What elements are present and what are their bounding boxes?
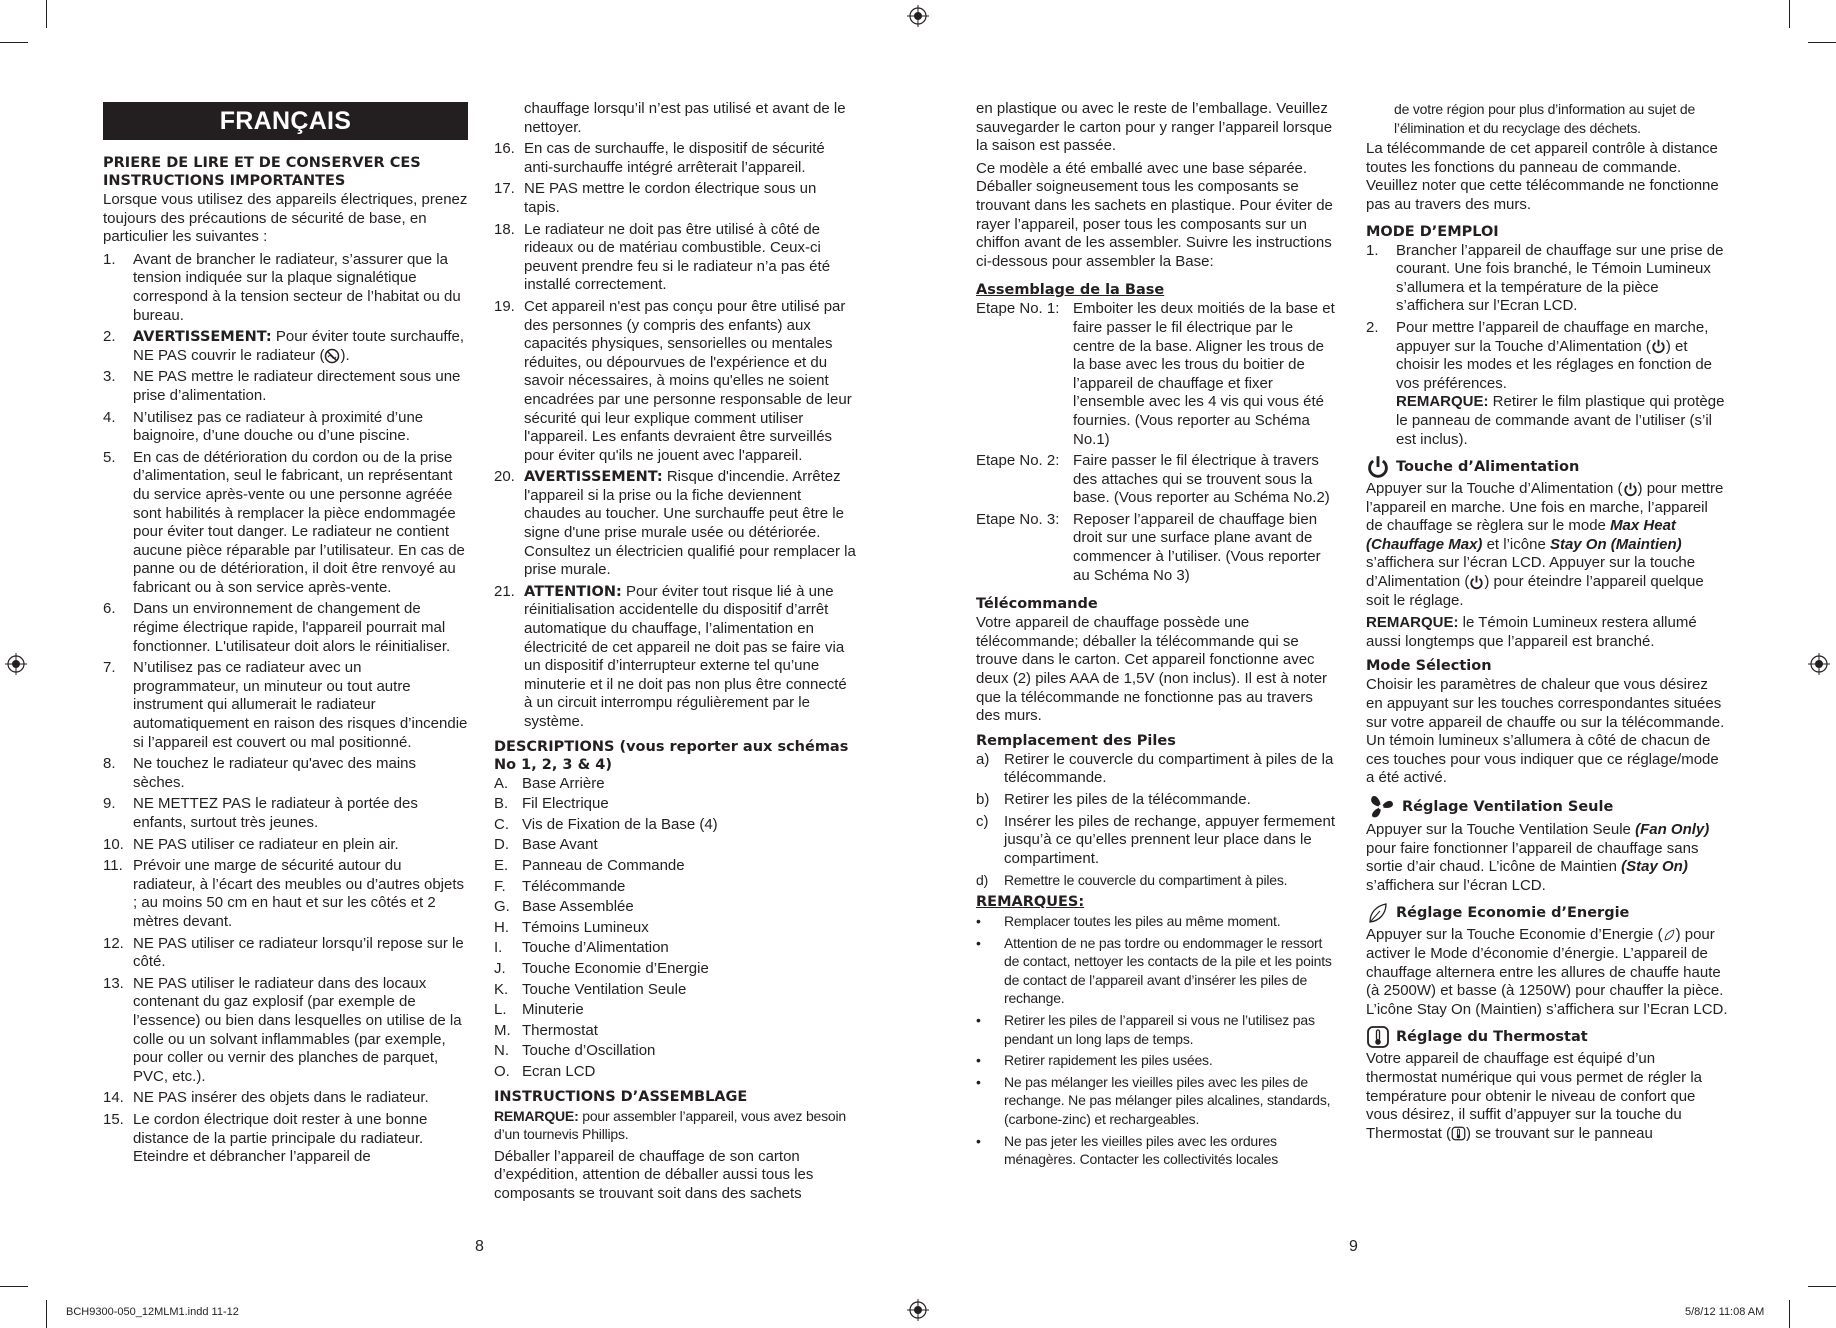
list-item: 11. Prévoir une marge de sécurité autour du radiateur, à l’écart des meubles ou d’autres objets ; au moins 50 cm en haut et sur les côtés et 2 mètres devant. — [103, 857, 465, 930]
list-item: 17. NE PAS mettre le cordon électrique sous un tapis. — [494, 180, 817, 216]
battery-step: b) Retirer les piles de la télécommande. — [976, 791, 1251, 808]
list-item: 7. N’utilisez pas ce radiateur avec un programmateur, un minuteur ou tout autre instrument qui allumerait le radiateur automatiquement en raison des risques d’incendie si l’appareil est couvert ou mal positionné. — [103, 659, 468, 751]
thermostat-heading: Réglage du Thermostat — [1366, 1025, 1728, 1049]
remote-heading: Télécommande — [976, 596, 1098, 613]
footer-file-info: BCH9300-050_12MLM1.indd 11-12 — [66, 1306, 239, 1318]
list-item: 5. En cas de détérioration du cordon ou de la prise d’alimentation, seul le fabricant, un représentant du service après-vente ou une personne agréée sont habilités à remplacer la pièce endommagée pour éviter tout danger. Le radiateur ne contient aucune pièce réparable par l’utilisateur. En cas de panne ou de détérioration, il doit être renvoyé au fabricant ou à son service après-vente. — [103, 448, 465, 596]
registration-mark-icon — [907, 1299, 929, 1321]
registration-mark-icon — [5, 653, 27, 675]
list-item: 1. Brancher l’appareil de chauffage sur une prise de courant. Une fois branché, le Témoin Lumineux s’allumera et la température de la pièce s’affichera sur l’Ecran LCD. — [1366, 241, 1724, 315]
assembly-step: Etape No. 1: Emboiter les deux moitiés de la base et faire passer le fil électrique par le centre de la base. Aligner les trous de la base avec les trous du boitier de l’appareil de chauffage et fixer l’ensemble avec les 4 vis qui vous été fournies. (Vous reporter au Schéma No.1) — [976, 300, 1335, 448]
parts-item: B. Fil Electrique — [494, 795, 609, 813]
unpack-continued: en plastique ou avec le reste de l’emballage. Veuillez sauvegarder le carton pour y ranger l’appareil lorsque la saison est passée. — [976, 100, 1333, 155]
parts-item: N. Touche d’Oscillation — [494, 1042, 656, 1060]
parts-item: K. Touche Ventilation Seule — [494, 980, 687, 998]
descriptions-heading: DESCRIPTIONS (vous reporter aux schémas No 1, 2, 3 & 4) — [494, 738, 849, 773]
fan-only-heading: Réglage Ventilation Seule — [1366, 794, 1728, 820]
notes-heading: REMARQUES: — [976, 893, 1085, 910]
remote-control-paragraph: La télécommande de cet appareil contrôle à distance toutes les fonctions du panneau de commande. Veuillez noter que cette télécommande ne fonctionne pas au travers des murs. — [1366, 140, 1719, 213]
column-1 — [103, 100, 468, 1170]
parts-item: O. Ecran LCD — [494, 1062, 596, 1080]
note-item: • Remplacer toutes les piles au même moment. — [976, 912, 1281, 929]
do-not-cover-icon — [324, 348, 340, 364]
list-item: 3. NE PAS mettre le radiateur directement sous une prise d’alimentation. — [103, 368, 461, 404]
leaf-icon — [1366, 901, 1390, 925]
list-item: 10. NE PAS utiliser ce radiateur en plein air. — [103, 835, 399, 853]
safety-heading: PRIERE DE LIRE ET DE CONSERVER CES INSTRUCTIONS IMPORTANTES — [103, 155, 421, 189]
note-item: • Retirer les piles de l’appareil si vous ne l’utilisez pas pendant un long laps de temps. — [976, 1011, 1315, 1047]
base-assembly-heading: Assemblage de la Base — [976, 282, 1165, 299]
registration-mark-icon — [1808, 653, 1830, 675]
registration-mark-icon — [907, 5, 929, 27]
assembly-heading: INSTRUCTIONS D’ASSEMBLAGE — [494, 1088, 748, 1105]
parts-item: E. Panneau de Commande — [494, 856, 685, 874]
list-item: 1. Avant de brancher le radiateur, s’assurer que la tension indiquée sur la plaque signalétique correspond à la tension secteur de l’habitat ou du bureau. — [103, 250, 461, 324]
parts-item: F. Télécommande — [494, 877, 626, 895]
note-item: • Ne pas jeter les vieilles piles avec les ordures ménagères. Contacter les collectivités locales — [976, 1132, 1279, 1168]
crop-mark — [1808, 1286, 1836, 1287]
list-item: 21. ATTENTION: Pour éviter tout risque lié à une réinitialisation accidentelle du dispositif d’arrêt automatique du chauffage, l’alimentation en électricité de cet appareil ne doit pas se faire via un dispositif d’interrupteur externe tel qu’une minuterie et il ne doit pas non plus être connecté à un circuit interrompu régulièrement par le système. — [494, 582, 847, 730]
crop-mark — [0, 1286, 28, 1287]
assembly-note: REMARQUE: pour assembler l’appareil, vous avez besoin d’un tournevis Phillips. — [494, 1107, 847, 1143]
parts-item: C. Vis de Fixation de la Base (4) — [494, 815, 718, 833]
list-item: 9. NE METTEZ PAS le radiateur à portée des enfants, surtout très jeunes. — [103, 795, 418, 831]
parts-item: A. Base Arrière — [494, 774, 605, 792]
power-note: REMARQUE: le Témoin Lumineux restera allumé aussi longtemps que l’appareil est branché. — [1366, 614, 1697, 650]
battery-step: d) Remettre le couvercle du compartiment à piles. — [976, 872, 1288, 889]
list-item: 18. Le radiateur ne doit pas être utilisé à côté de rideaux ou de matériau combustible. Ceux-ci peuvent prendre feu si le radiateur n’a pas été installé correctement. — [494, 220, 831, 294]
thermostat-icon — [1366, 1025, 1390, 1049]
note-item: • Attention de ne pas tordre ou endommager le ressort de contact, nettoyer les contacts de la pile et les points de contact de l’appareil avant d’insérer les piles de rechange. — [976, 934, 1332, 1007]
thermostat-icon — [1451, 1126, 1466, 1141]
crop-mark — [46, 1300, 47, 1328]
list-item: 16. En cas de surchauffe, le dispositif de sécurité anti-surchauffe intégré arrêterait l’appareil. — [494, 140, 825, 176]
battery-heading: Remplacement des Piles — [976, 732, 1176, 749]
page-number-right: 9 — [1349, 1238, 1358, 1255]
list-item: 12. NE PAS utiliser ce radiateur lorsqu’il repose sur le côté. — [103, 934, 464, 971]
crop-mark — [1808, 42, 1836, 43]
power-icon — [1623, 482, 1638, 497]
energy-saving-heading: Réglage Economie d’Energie — [1366, 901, 1728, 925]
list-item: 6. Dans un environnement de changement de régime électrique rapide, l'appareil pourrait mal fonctionner. L'utilisateur doit alors le réinitialiser. — [103, 600, 451, 655]
list-item: 2. AVERTISSEMENT: Pour éviter toute surchauffe, NE PAS couvrir le radiateur ( ). — [103, 328, 465, 364]
list-item: 15. Le cordon électrique doit rester à une bonne distance de la partie principale du radiateur. Eteindre et débrancher l’appareil de — [103, 1110, 428, 1166]
crop-mark — [0, 42, 28, 43]
operating-heading: MODE D’EMPLOI — [1366, 223, 1499, 240]
power-button-heading: Touche d’Alimentation — [1366, 455, 1728, 479]
language-banner: FRANÇAIS — [103, 102, 468, 140]
mode-selection-heading: Mode Sélection — [1366, 658, 1492, 675]
power-icon — [1366, 455, 1390, 479]
list-item: 20. AVERTISSEMENT: Risque d'incendie. Arrêtez l'appareil si la prise ou la fiche deviennent chaudes au toucher. Une surchauffe peut être le signe d'une prise murale usée ou détériorée. Consultez un électricien qualifié pour remplacer la prise murale. — [494, 468, 856, 579]
mode-selection-paragraph: Choisir les paramètres de chaleur que vous désirez en appuyant sur les touches correspondantes situées sur votre appareil de chauffe ou sur la télécommande. Un témoin lumineux s’allumera à côté de chacun de ces touches pour vous indiquer que ce réglage/mode a été activé. — [1366, 676, 1725, 787]
thermostat-paragraph: Votre appareil de chauffage est équipé d’un thermostat numérique qui vous permet de régler la température pour obtenir le niveau de confort que vous désirez, il suffit d’appuyer sur la touche du Thermostat ( ) se trouvant sur le panneau — [1366, 1050, 1703, 1142]
parts-item: M. Thermostat — [494, 1021, 598, 1039]
remote-paragraph: Votre appareil de chauffage possède une télécommande; déballer la télécommande qui se trouve dans le carton. Cet appareil fonctionne avec deux (2) piles AAA de 1,5V (non inclus). Il est à noter que la télécommande ne fonctionne pas au travers des murs. — [976, 614, 1328, 725]
power-icon — [1469, 575, 1484, 590]
energy-saving-paragraph: Appuyer sur la Touche Economie d’Energie ( ) pour activer le Mode d’économie d’énergie. L’appareil de chauffage alternera entre les allures de chauffe haute (à 2500W) et basse (à 1250W) pour chauffer la pièce. L’icône Stay On (Maintien) s’affichera sur l’Ecran LCD. — [1366, 926, 1728, 1018]
parts-item: G. Base Assemblée — [494, 898, 634, 916]
power-icon — [1651, 339, 1666, 354]
column-3 — [976, 100, 1336, 1172]
assembly-step: Etape No. 2: Faire passer le fil électrique à travers des attaches qui se trouvent sous la base. (Vous reporter au Schéma No.2) — [976, 452, 1330, 507]
column-4 — [1366, 100, 1728, 1147]
footer-timestamp: 5/8/12 11:08 AM — [1685, 1306, 1765, 1318]
column-2 — [494, 100, 856, 1207]
parts-item: L. Minuterie — [494, 1001, 584, 1019]
list-item: 8. Ne touchez le radiateur qu'avec des mains sèches. — [103, 755, 417, 791]
page-number-left: 8 — [475, 1238, 484, 1255]
safety-intro: Lorsque vous utilisez des appareils électriques, prenez toujours des précautions de sécurité de base, en particulier les suivantes : — [103, 191, 468, 246]
list-item: 4. N’utilisez pas ce radiateur à proximité d’une baignoire, d’une douche ou d’une piscine. — [103, 408, 424, 445]
parts-item: D. Base Avant — [494, 836, 598, 854]
power-paragraph: Appuyer sur la Touche d’Alimentation ( ) pour mettre l’appareil en marche. Une fois en marche, l’appareil de chauffage se règlera sur le mode Max Heat (Chauffage Max) et l’icône Stay On (Maintien) s’affichera sur l’écran LCD. Appuyer sur la touche d’Alimentation ( ) pour éteindre l’appareil quelque soit le réglage. — [1366, 480, 1724, 609]
parts-item: H. Témoins Lumineux — [494, 918, 649, 936]
list-item: 13. NE PAS utiliser le radiateur dans des locaux contenant du gaz explosif (par exemple de l’essence) ou bien dans lesquelles on utilise de la colle ou un solvant inflammables (par exemple, pour coller ou vernir des planches de parquet, PVC, etc.). — [103, 974, 462, 1085]
list-item: 19. Cet appareil n'est pas conçu pour être utilisé par des personnes (y compris des enfants) aux capacités physiques, sensorielles ou mentales réduites, ou dépourvues de l'expérience et du savoir nécessaires, à moins qu'elles ne soient encadrées par une personne responsable de leur sécurité qui leur explique comment utiliser l'appareil. Les enfants devraient être surveillés pour éviter qu'ils ne jouent avec l'appareil. — [494, 297, 852, 464]
crop-mark — [1789, 1300, 1790, 1328]
battery-step: c) Insérer les piles de rechange, appuyer fermement jusqu’à ce qu’elles prennent leur place dans le compartiment. — [976, 812, 1336, 867]
list-item: 14. NE PAS insérer des objets dans le radiateur. — [103, 1089, 429, 1107]
parts-item: I. Touche d’Alimentation — [494, 939, 669, 957]
unpack-paragraph: Déballer l’appareil de chauffage de son carton d’expédition, attention de déballer aussi tous les composants se trouvant soit dans des sachets — [494, 1147, 814, 1202]
note-item-continued: de votre région pour plus d’information au sujet de l’élimination et du recyclage des déchets. — [1394, 101, 1696, 136]
battery-step: a) Retirer le couvercle du compartiment à piles de la télécommande. — [976, 750, 1334, 787]
note-item: • Retirer rapidement les piles usées. — [976, 1052, 1213, 1069]
list-item-continued: chauffage lorsqu’il n’est pas utilisé et avant de le nettoyer. — [524, 100, 846, 136]
list-item: 2. Pour mettre l’appareil de chauffage en marche, appuyer sur la Touche d’Alimentation ( ) et choisir les modes et les réglages en fonction de vos préférences. REMARQUE: Retirer le film plastique qui protège le panneau de commande avant de l’utiliser (s’il est inclus). — [1366, 318, 1725, 448]
parts-item: J. Touche Economie d’Energie — [494, 959, 709, 977]
crop-mark — [46, 0, 47, 28]
fan-icon — [1366, 794, 1396, 820]
leaf-icon — [1663, 928, 1676, 942]
base-paragraph: Ce modèle a été emballé avec une base séparée. Déballer soigneusement tous les composants se trouvant dans les sachets en plastique. Pour éviter de rayer l’appareil, poser tous les composants sur un chiffon avant de les assembler. Suivre les instructions ci-dessous pour assembler la Base: — [976, 159, 1333, 270]
crop-mark — [1789, 0, 1790, 28]
note-item: • Ne pas mélanger les vieilles piles avec les piles de rechange. Ne pas mélanger piles alcalines, standards, (carbone-zinc) et rechargeables. — [976, 1073, 1331, 1127]
assembly-step: Etape No. 3: Reposer l’appareil de chauffage bien droit sur une surface plane avant de commencer à l’utiliser. (Vous reporter au Schéma No 3) — [976, 510, 1321, 584]
fan-only-paragraph: Appuyer sur la Touche Ventilation Seule (Fan Only) pour faire fonctionner l’appareil de chauffage sans sortie d’air chaud. L’icône de Maintien (Stay On) s’affichera sur l’écran LCD. — [1366, 821, 1710, 894]
